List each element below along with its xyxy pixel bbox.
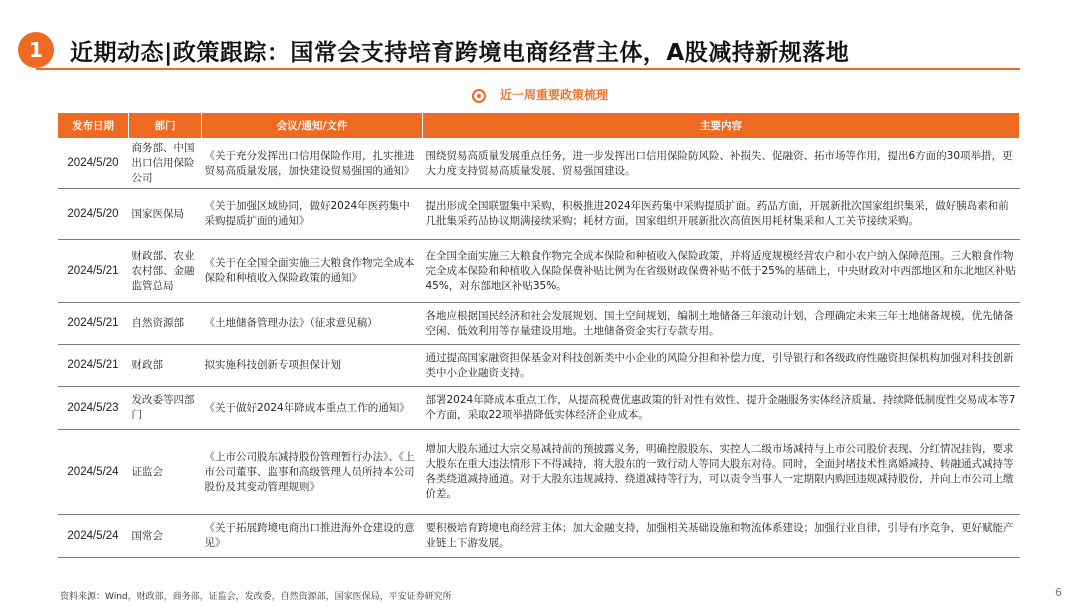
cell-document: 拟实施科技创新专项担保计划 (202, 345, 423, 387)
cell-department: 财政部 (129, 345, 202, 387)
cell-content: 通过提高国家融资担保基金对科技创新类中小企业的风险分担和补偿力度，引导银行和各级政府性融资担保机构加强对科技创新类中小企业融资支持。 (423, 345, 1020, 387)
table-caption (0, 86, 1080, 103)
cell-department: 自然资源部 (129, 303, 202, 345)
cell-date: 2024/5/20 (58, 189, 129, 240)
title-divider (36, 68, 1020, 70)
section-number-badge: 1 (18, 32, 54, 68)
table-row (58, 240, 1020, 303)
column-header-content: 主要内容 (423, 113, 1020, 139)
cell-content: 提出形成全国联盟集中采购，积极推进2024年医药集中采购提质扩面。药品方面，开展新批次国家组织集采，做好胰岛素和前几批集采药品协议期满接续采购；耗材方面，国家组织开展新批次高值医用耗材集采和人工关节接续采购。 (423, 189, 1020, 240)
cell-content: 增加大股东通过大宗交易减持前的预披露义务，明确控股股东、实控人二级市场减持与上市公司股价表现、分红情况挂钩，要求大股东在重大违法情形下不得减持，将大股东的一致行动人等同大股东对待。同时，全面封堵技术性离婚减持、转融通式减持等各类绕道减持通道。对于大股东违规减持、绕道减持等行为，可以责令当事人一定期限内购回违规减持股份，并向上市公司上缴价差。 (423, 430, 1020, 515)
slide-title: 近期动态|政策跟踪：国常会支持培育跨境电商经营主体，A股减持新规落地 (70, 40, 850, 66)
cell-date: 2024/5/20 (58, 139, 129, 189)
source-note: 资料来源：Wind，财政部，商务部，证监会，发改委，自然资源部，国家医保局，平安证券研究所 (60, 592, 452, 602)
cell-date: 2024/5/23 (58, 387, 129, 430)
cell-document: 《关于加强区域协同，做好2024年医药集中采购提质扩面的通知》 (202, 189, 423, 240)
cell-date: 2024/5/21 (58, 240, 129, 303)
cell-document: 《关于充分发挥出口信用保险作用，扎实推进贸易高质量发展，加快建设贸易强国的通知》 (202, 139, 423, 189)
cell-document: 《上市公司股东减持股份管理暂行办法》、《上市公司董事、监事和高级管理人员所持本公司股份及其变动管理规则》 (202, 430, 423, 515)
table-caption-text: 近一周重要政策梳理 (499, 88, 608, 102)
cell-document: 《土地储备管理办法》（征求意见稿） (202, 303, 423, 345)
table-row (58, 430, 1020, 515)
cell-department: 国常会 (129, 515, 202, 558)
cell-date: 2024/5/21 (58, 345, 129, 387)
cell-content: 在全国全面实施三大粮食作物完全成本保险和种植收入保险政策，并将适度规模经营农户和小农户纳入保障范围。三大粮食作物完全成本保险和种植收入保险保费补贴比例为在省级财政保费补贴不低于25%的基础上，中央财政对中西部地区和东北地区补贴45%，对东部地区补贴35%。 (423, 240, 1020, 303)
cell-department: 商务部、中国出口信用保险公司 (129, 139, 202, 189)
table-header-row (58, 113, 1020, 139)
cell-content: 围绕贸易高质量发展重点任务，进一步发挥出口信用保险防风险、补损失、促融资、拓市场等作用，提出6方面的30项举措，更大力度支持贸易高质量发展、贸易强国建设。 (423, 139, 1020, 189)
cell-document: 《关于做好2024年降成本重点工作的通知》 (202, 387, 423, 430)
cell-date: 2024/5/24 (58, 515, 129, 558)
cell-document: 《关于拓展跨境电商出口推进海外仓建设的意见》 (202, 515, 423, 558)
cell-content: 部署2024年降成本重点工作，从提高税费优惠政策的针对性有效性、提升金融服务实体经济质量、持续降低制度性交易成本等7个方面，采取22项举措降低实体经济企业成本。 (423, 387, 1020, 430)
column-header-date: 发布日期 (58, 113, 129, 139)
cell-department: 证监会 (129, 430, 202, 515)
table-row (58, 345, 1020, 387)
cell-content: 各地应根据国民经济和社会发展规划、国土空间规划，编制土地储备三年滚动计划，合理确定未来三年土地储备规模，优先储备空闲、低效利用等存量建设用地。土地储备资金实行专款专用。 (423, 303, 1020, 345)
cell-content: 要积极培育跨境电商经营主体；加大金融支持，加强相关基础设施和物流体系建设；加强行业自律，引导有序竞争，更好赋能产业链上下游发展。 (423, 515, 1020, 558)
cell-department: 财政部、农业农村部、金融监管总局 (129, 240, 202, 303)
target-icon (472, 89, 486, 103)
table-row (58, 139, 1020, 189)
table-row (58, 189, 1020, 240)
column-header-department: 部门 (129, 113, 202, 139)
table-row (58, 303, 1020, 345)
policy-table (57, 112, 1020, 558)
cell-date: 2024/5/24 (58, 430, 129, 515)
slide-header (18, 30, 1020, 70)
cell-department: 国家医保局 (129, 189, 202, 240)
cell-date: 2024/5/21 (58, 303, 129, 345)
cell-document: 《关于在全国全面实施三大粮食作物完全成本保险和种植收入保险政策的通知》 (202, 240, 423, 303)
page-number: 6 (1055, 586, 1062, 599)
column-header-document: 会议/通知/文件 (202, 113, 423, 139)
cell-department: 发改委等四部门 (129, 387, 202, 430)
table-row (58, 515, 1020, 558)
table-row (58, 387, 1020, 430)
